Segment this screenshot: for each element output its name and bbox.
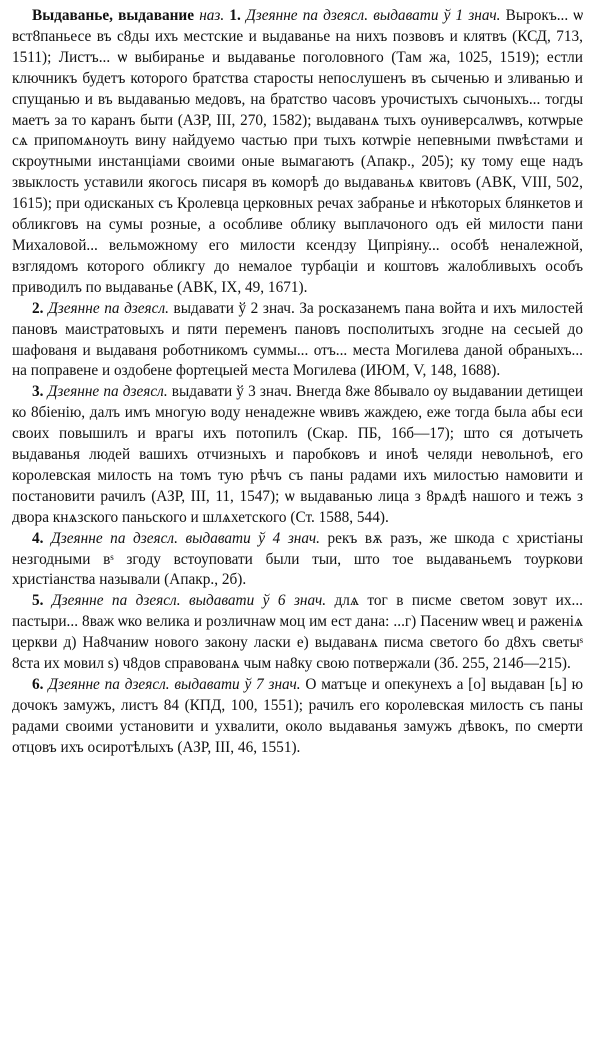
sense-text: выдавати ў 2 знач. За росказанемъ пана войта и ихъ милостей пановъ маистратовыхъ и пяти переменъ пановъ посполитыхъ згодне на сесыей до шафованя и выдаваня роботникомъ суммы... отъ... места Могилева даной обраныхъ... на поправене и оздобене фортецыей места Могилева (ИЮМ, V, 148, 1688). (12, 299, 584, 380)
sense-text: выдавати ў 3 знач. Внегда 8же 8бывало оу выдавании детищеи ко 8біенію, далъ имъ многую воду ненадежне ѡвивъ жаждею, еже тогда была абы еси своих повышилъ и врагы ихъ потопилъ (Скар. ПБ, 16б—17); што ся дотычеть выдаванья людей вашихъ отчизныхъ и паробковъ и иноѣ челяди невольноѣ, его королевская милость на томъ тую рѣчъ съ паны радами ихъ милостью намовити и постановити рачилъ (АЗР, III, 11, 1547); ѡ выдаванью лица з 8рѧдѣ нашого и тежъ з двора кнѧзского паньского и шлѧхетского (Ст. 1588, 544). (12, 383, 583, 526)
sense-number: 3. (32, 383, 44, 401)
sense-number: 5. (32, 592, 44, 610)
sense-number: 4. (32, 529, 44, 547)
sense-number: 6. (32, 676, 44, 693)
sense-text: О матъце и опекунехъ а [о] выдаван [ь] ю дочокъ замужъ, листъ 84 (КПД, 100, 1551); рачилъ его королевская милость съ паны радами своими установити и ухвалити, около выдаванья замужъ дѣвокъ, по смерти отцовъ ихъ осиротѣлыхъ (АЗР, III, 46, 1551). (12, 676, 584, 756)
sense-1 (12, 6, 583, 299)
sense-gloss: Дзеянне па дзеясл. выдавати ў 4 знач. (51, 529, 320, 547)
sense-gloss: Дзеянне па дзеясл. (48, 299, 169, 317)
part-of-speech: наз. (199, 7, 225, 24)
sense-gloss: Дзеянне па дзеясл. выдавати ў 1 знач. (246, 7, 501, 24)
sense-5 (12, 591, 583, 675)
sense-gloss: Дзеянне па дзеясл. (47, 383, 168, 401)
sense-number: 1. (229, 7, 241, 24)
headword: Выдаванье, выдавание (32, 7, 195, 24)
sense-text: рекъ вѫ разъ, же шкода с христіаны незгодными вˢ згоду встоуповати были тыи, што тое выдаваньемъ тоуркови христіанства называли (Апакр., 2б). (12, 529, 584, 589)
sense-4 (12, 529, 583, 592)
sense-text: длѧ тог в писме светом зовут их... пастыри... 8важ ѡко велика и розличнаѡ моц им ест дана: ...г) Пасениѡ ѡвец и раженіѧ церкви д) На8чаниѡ нового закону ласки е) выдаванѧ писма светого бо д8хъ светыˢ 8ста их мовил s) ч8дов справованѧ чым на8ку свою потвержали (Зб. 255, 214б—215). (12, 592, 583, 673)
sense-3 (12, 382, 583, 528)
sense-number: 2. (32, 299, 44, 317)
sense-gloss: Дзеянне па дзеясл. выдавати ў 6 знач. (51, 592, 327, 610)
sense-2 (12, 299, 583, 383)
sense-text: Вырокъ... ѡ вст8паньесе въ с8ды ихъ местские и выдаванье на нихъ позвовъ и клятвъ (КСД, 713, 1511); Листъ... ѡ выбиранье и выдаванье поголовного (Там жа, 1025, 1519); естли ключникъ будетъ которого братства старосты непослушенъ въ сыченью и зливанью и спущанью и въ выдаванью медовъ, на братство часовъ урочистыхъ сычоныхъ... тогды маетъ за то каранъ быти (АЗР, III, 270, 1582); выдаванѧ тыхъ оуниверсалѡвъ, котѡрые сѧ припомѧноуть вину найдуемо частью при тыхъ котѡріе непевными пѡвѣстами и скроутными инстанціами своими оные вымагаютъ (Апакр., 205); ку тому еще надъ звыклость уставили якогось писаря въ коморѣ до выдаваньѧ квитовъ (АВК, VIII, 502, 1615); при одисканых съ Кролевца церковных речах забранье и нѣкоторых блянкетов и обликговъ на сумы розные, а особливе облику выплачоного одъ ей милости пани Михаловой... вельможному его милости ксендзу Ципріяну... особѣ неналежной, взглядомъ которого обликгу до немалое турбаціи и коштовъ жалобливыхъ особъ приводилъ по выдаванье (АВК, IX, 49, 1671). (12, 7, 584, 296)
sense-6 (12, 675, 583, 759)
sense-gloss: Дзеянне па дзеясл. выдавати ў 7 знач. (48, 676, 301, 693)
